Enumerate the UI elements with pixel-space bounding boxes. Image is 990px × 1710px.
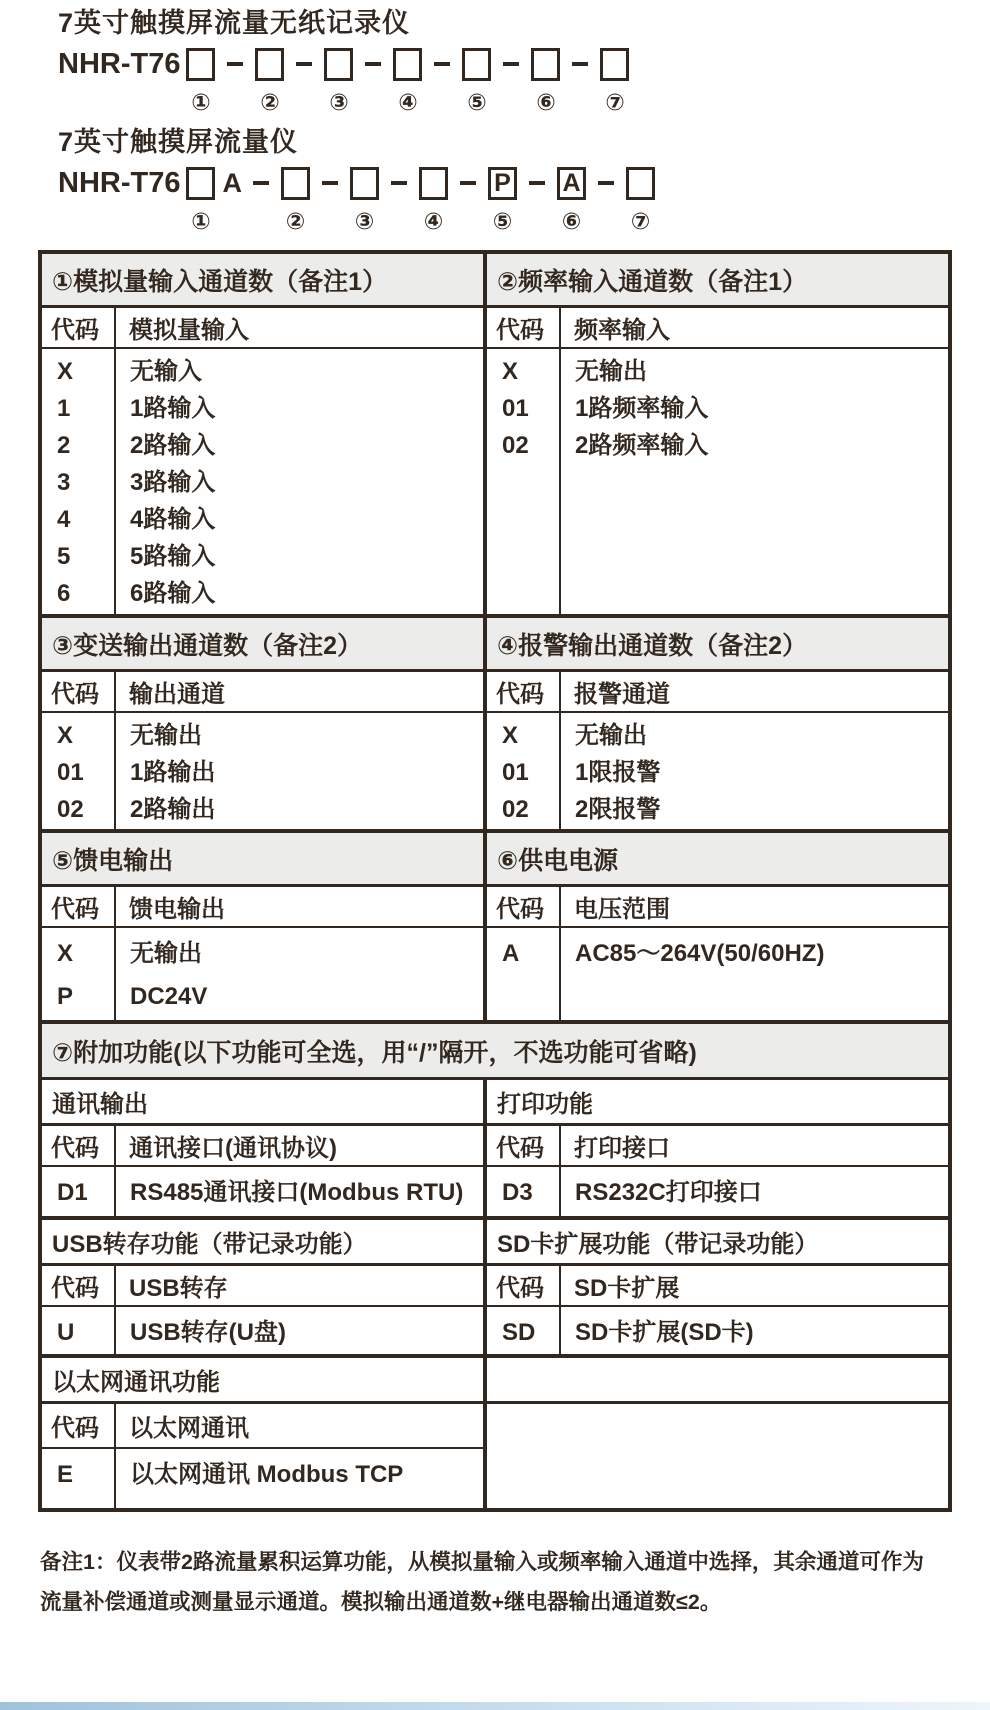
- code-column-header: 代码: [42, 1404, 116, 1447]
- section-header-power-supply: ⑥供电电源: [497, 846, 619, 875]
- option-desc: 1路输出: [130, 759, 216, 786]
- option-code: SD: [502, 1319, 536, 1346]
- option-desc: AC85～264V(50/60HZ): [575, 940, 825, 967]
- model-prefix: [58, 45, 183, 111]
- option-desc: 无输出: [575, 358, 647, 385]
- option-desc: 2路频率输入: [575, 432, 709, 459]
- option-desc: 5路输入: [130, 543, 216, 570]
- fixed-letter-A: A: [222, 168, 242, 198]
- option-code: 02: [502, 796, 529, 823]
- code-slot-3: [350, 164, 379, 236]
- option-code: X: [502, 722, 519, 749]
- code-box-2: [255, 48, 284, 81]
- option-code: E: [57, 1461, 74, 1488]
- option-desc: 以太网通讯 Modbus TCP: [130, 1461, 404, 1488]
- body-band-usb-sd: [42, 1307, 948, 1358]
- model-block-recorder: [58, 0, 990, 117]
- option-code: 02: [502, 432, 529, 459]
- option-desc: 2限报警: [575, 796, 661, 823]
- sd-expansion-column-header: SD卡扩展: [574, 1275, 680, 1302]
- subheader-print-function: 打印功能: [497, 1091, 593, 1118]
- dash-separator: [313, 164, 347, 230]
- code-slot-6: [531, 45, 560, 117]
- slot-label-5: ⑤: [492, 208, 513, 234]
- section-header-transmit-output: ③变送输出通道数（备注2）: [42, 618, 487, 669]
- option-code: 01: [502, 759, 529, 786]
- column-header-band-comm-print: [42, 1126, 948, 1167]
- dash-separator: [244, 164, 278, 230]
- code-column-header: 代码: [487, 672, 561, 711]
- code-box-6: A: [557, 167, 586, 200]
- feed-output-column-header: 馈电输出: [129, 896, 225, 923]
- column-header-ethernet: [42, 1404, 483, 1449]
- code-slot-5-P: [488, 164, 517, 236]
- option-desc: 3路输入: [130, 469, 216, 496]
- empty-cell: [487, 1358, 948, 1404]
- code-box-3: [350, 167, 379, 200]
- code-column-header: 代码: [487, 1126, 561, 1165]
- dash-separator: [494, 45, 528, 111]
- slot-label-4: ④: [398, 89, 418, 115]
- code-slot-1: [186, 45, 215, 117]
- option-desc: 4路输入: [130, 506, 216, 533]
- subheader-comm-output: 通讯输出: [42, 1080, 487, 1123]
- dash-separator: [218, 45, 252, 111]
- slot-label-1: ①: [191, 89, 211, 115]
- dash-separator: [451, 164, 485, 230]
- body-band-3-4: [42, 713, 948, 833]
- code-column-header: 代码: [42, 1266, 116, 1305]
- option-code: X: [57, 358, 74, 385]
- voltage-range-column-header: 电压范围: [574, 896, 670, 923]
- code-box-7: [600, 48, 629, 81]
- footnote-line-2: 流量补偿通道或测量显示通道。模拟输出通道数+继电器输出通道数≤2。: [40, 1590, 722, 1614]
- option-code: P: [57, 983, 74, 1010]
- dash-separator: [356, 45, 390, 111]
- option-desc: RS232C打印接口: [575, 1179, 762, 1206]
- option-desc: 无输入: [130, 358, 202, 385]
- code-column-header: 代码: [42, 672, 116, 711]
- section-header-band-3-4: [42, 618, 948, 672]
- column-header-band-usb-sd: [42, 1266, 948, 1307]
- code-slot-3: [324, 45, 353, 117]
- selection-table: [38, 250, 952, 1512]
- slot-label-7: ⑦: [630, 208, 651, 234]
- code-box-1: [186, 48, 215, 81]
- code-column-header: 代码: [42, 887, 116, 926]
- subheader-band-usb-sd: [42, 1220, 948, 1266]
- option-desc: 1路频率输入: [575, 395, 709, 422]
- slot-label-2: ②: [260, 89, 280, 115]
- option-code: X: [57, 722, 74, 749]
- code-slot-5: [462, 45, 491, 117]
- dash-separator: [520, 164, 554, 230]
- slot-label-3: ③: [329, 89, 349, 115]
- option-code: D3: [502, 1179, 533, 1206]
- section-header-analog-input: ①模拟量输入通道数（备注1）: [42, 254, 487, 305]
- option-code: 3: [57, 469, 71, 496]
- footnote-line-1: 备注1：仪表带2路流量累积运算功能，从模拟量输入或频率输入通道中选择，其余通道可作为: [40, 1550, 924, 1574]
- print-interface-column-header: 打印接口: [574, 1135, 670, 1162]
- subheader-usb-transfer: USB转存功能（带记录功能）: [42, 1220, 487, 1263]
- code-slot-4: [393, 45, 422, 117]
- code-column-header: 代码: [487, 308, 561, 347]
- code-column-header: 代码: [487, 1266, 561, 1305]
- option-desc: 无输出: [575, 722, 647, 749]
- dash-separator: [589, 164, 623, 230]
- section-header-feed-output: ⑤馈电输出: [42, 833, 487, 884]
- dash-separator: [382, 164, 416, 230]
- option-code: U: [57, 1319, 75, 1346]
- slot-label-3: ③: [354, 208, 375, 234]
- section-header-alarm-output: ④报警输出通道数（备注2）: [497, 631, 808, 660]
- option-code: X: [502, 358, 519, 385]
- model-code-line-recorder: [58, 45, 990, 117]
- option-desc: USB转存(U盘): [130, 1319, 286, 1346]
- option-code: 6: [57, 580, 71, 607]
- code-column-header: 代码: [487, 887, 561, 926]
- option-desc: 无输出: [130, 940, 202, 967]
- section-header-band-5-6: [42, 833, 948, 887]
- code-box-4: [393, 48, 422, 81]
- model-code-line-flowmeter: [58, 164, 990, 236]
- option-code: 1: [57, 395, 71, 422]
- code-slot-1: [186, 164, 215, 236]
- section-header-band-1-2: [42, 254, 948, 308]
- ethernet-zone: [42, 1358, 948, 1508]
- option-code: 5: [57, 543, 71, 570]
- dash-separator: [287, 45, 321, 111]
- code-box-5: P: [488, 167, 517, 200]
- code-box-5: [462, 48, 491, 81]
- option-code: 02: [57, 796, 84, 823]
- model-prefix: [58, 164, 183, 230]
- comm-interface-column-header: 通讯接口(通讯协议): [129, 1135, 337, 1162]
- subheader-sd-expansion: SD卡扩展功能（带记录功能）: [497, 1231, 819, 1258]
- model-block-flowmeter: [58, 117, 990, 236]
- output-channel-column-header: 输出通道: [129, 681, 225, 708]
- option-desc: 1限报警: [575, 759, 661, 786]
- code-box-3: [324, 48, 353, 81]
- usb-transfer-column-header: USB转存: [129, 1275, 228, 1302]
- code-box-4: [419, 167, 448, 200]
- column-header-band-3-4: [42, 672, 948, 713]
- ethernet-comm-column-header: 以太网通讯: [129, 1415, 249, 1442]
- subheader-ethernet-comm: 以太网通讯功能: [42, 1358, 483, 1404]
- slot-label-6: ⑥: [561, 208, 582, 234]
- body-band-1-2: [42, 349, 948, 618]
- footnotes: [40, 1542, 950, 1622]
- column-header-band-1-2: [42, 308, 948, 349]
- option-desc: RS485通讯接口(Modbus RTU): [130, 1179, 464, 1206]
- dash-separator: [425, 45, 459, 111]
- body-band-5-6: [42, 928, 948, 1024]
- option-desc: 2路输入: [130, 432, 216, 459]
- slot-label-1: ①: [191, 208, 211, 234]
- code-box-1: [186, 167, 215, 200]
- body-band-comm-print: [42, 1167, 948, 1220]
- model-prefix-text: NHR-T76: [58, 48, 181, 80]
- column-header-band-5-6: [42, 887, 948, 928]
- dash-separator: [563, 45, 597, 111]
- code-slot-7: [600, 45, 629, 117]
- option-code: A: [502, 940, 520, 967]
- slot-label-6: ⑥: [536, 89, 556, 115]
- empty-cell: [487, 1404, 948, 1508]
- subheader-band-comm-print: [42, 1080, 948, 1126]
- option-code: 01: [502, 395, 529, 422]
- option-code: 4: [57, 506, 71, 533]
- product-title-flowmeter: 7英寸触摸屏流量仪: [58, 127, 299, 157]
- option-desc: SD卡扩展(SD卡): [575, 1319, 754, 1346]
- product-title-recorder: 7英寸触摸屏流量无纸记录仪: [58, 8, 411, 38]
- code-slot-2: [281, 164, 310, 236]
- section-header-frequency-input: ②频率输入通道数（备注1）: [497, 267, 808, 296]
- code-box-6: [531, 48, 560, 81]
- code-slot-4: [419, 164, 448, 236]
- body-ethernet: [42, 1449, 483, 1508]
- slot-label-2: ②: [285, 208, 306, 234]
- option-desc: 无输出: [130, 722, 202, 749]
- analog-input-column-header: 模拟量输入: [129, 317, 249, 344]
- option-desc: 1路输入: [130, 395, 216, 422]
- code-box-2: [281, 167, 310, 200]
- option-code: 2: [57, 432, 71, 459]
- alarm-channel-column-header: 报警通道: [574, 681, 670, 708]
- model-prefix-text: NHR-T76: [58, 167, 181, 199]
- option-desc: DC24V: [130, 983, 208, 1010]
- code-slot-7: [626, 164, 655, 236]
- code-slot-6-A: [557, 164, 586, 236]
- code-slot-2: [255, 45, 284, 117]
- bottom-decoration-bar: [0, 1702, 990, 1710]
- frequency-input-column-header: 频率输入: [574, 317, 670, 344]
- option-code: X: [57, 940, 74, 967]
- code-column-header: 代码: [42, 308, 116, 347]
- slot-label-4: ④: [423, 208, 444, 234]
- option-code: 01: [57, 759, 84, 786]
- option-desc: 2路输出: [130, 796, 216, 823]
- option-desc: 6路输入: [130, 580, 216, 607]
- code-column-header: 代码: [42, 1126, 116, 1165]
- option-code: D1: [57, 1179, 88, 1206]
- code-box-7: [626, 167, 655, 200]
- section-header-additional-functions: ⑦附加功能(以下功能可全选，用“/”隔开，不选功能可省略): [42, 1024, 948, 1080]
- slot-label-5: ⑤: [467, 89, 487, 115]
- slot-label-7: ⑦: [605, 89, 625, 115]
